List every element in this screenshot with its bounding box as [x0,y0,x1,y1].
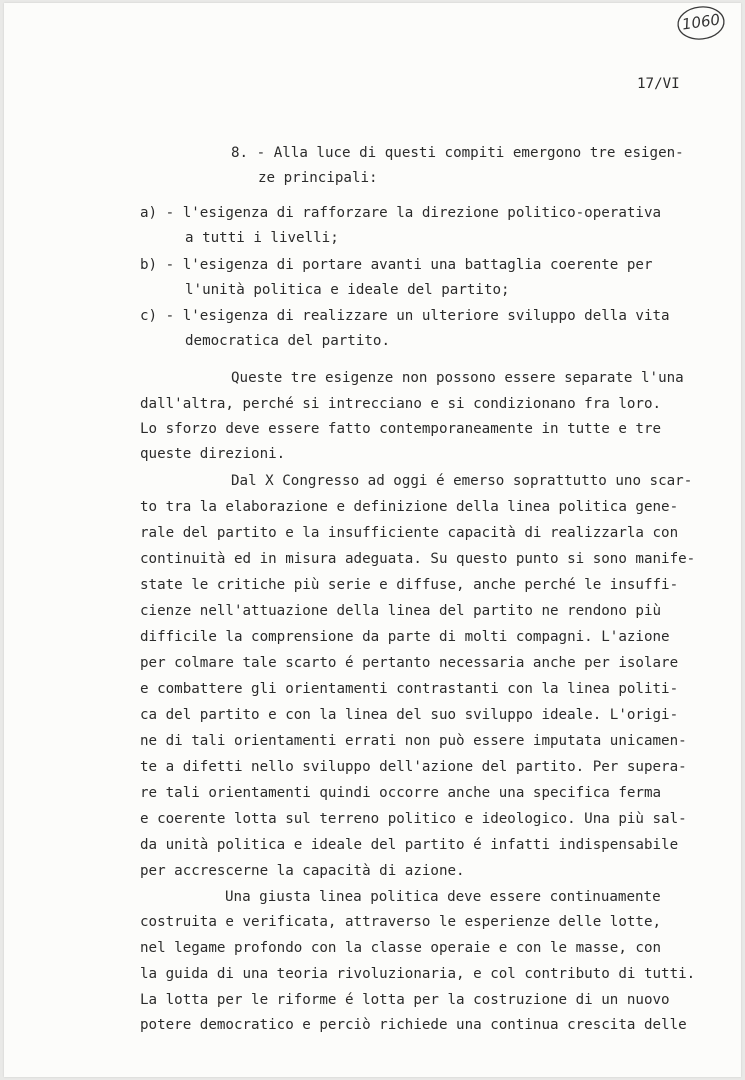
text-line: state le critiche più serie e diffuse, anche perché le insuffi- [140,577,679,593]
archive-stamp [675,4,727,42]
text-line: ne di tali orientamenti errati non può essere imputata unicamen- [140,733,687,749]
text-line: democratica del partito. [185,333,390,349]
text-line: b) - l'esigenza di portare avanti una battaglia coerente per [140,257,653,273]
text-line: 8. - Alla luce di questi compiti emergono tre esigen- [231,145,684,161]
text-line: per accrescerne la capacità di azione. [140,863,465,879]
text-line: la guida di una teoria rivoluzionaria, e col contributo di tutti. [140,966,696,982]
stamp-number: 1060 [680,10,722,34]
text-line: re tali orientamenti quindi occorre anche una specifica ferma [140,785,662,801]
text-line: da unità politica e ideale del partito é infatti indispensabile [140,837,679,853]
text-line: ze principali: [258,170,378,186]
text-line: e coerente lotta sul terreno politico e ideologico. Una più sal- [140,811,687,827]
text-line: La lotta per le riforme é lotta per la costruzione di un nuovo [140,992,670,1008]
text-line: continuità ed in misura adeguata. Su questo punto si sono manife- [140,551,696,567]
text-line: Una giusta linea politica deve essere continuamente [225,889,661,905]
text-line: potere democratico e perciò richiede una continua crescita delle [140,1017,687,1033]
text-line: per colmare tale scarto é pertanto necessaria anche per isolare [140,655,679,671]
text-line: e combattere gli orientamenti contrastanti con la linea politi- [140,681,679,697]
text-line: te a difetti nello sviluppo dell'azione del partito. Per supera- [140,759,687,775]
text-line: nel legame profondo con la classe operaie e con le masse, con [140,940,662,956]
text-line: c) - l'esigenza di realizzare un ulteriore sviluppo della vita [140,308,670,324]
text-line: Lo sforzo deve essere fatto contemporaneamente in tutte e tre [140,421,662,437]
text-line: Queste tre esigenze non possono essere separate l'una [231,370,684,386]
text-line: costruita e verificata, attraverso le esperienze delle lotte, [140,914,662,930]
text-line: l'unità politica e ideale del partito; [185,282,510,298]
text-line: a) - l'esigenza di rafforzare la direzione politico-operativa [140,205,662,221]
text-line: queste direzioni. [140,446,286,462]
text-line: difficile la comprensione da parte di molti compagni. L'azione [140,629,670,645]
text-line: rale del partito e la insufficiente capacità di realizzarla con [140,525,679,541]
text-line: Dal X Congresso ad oggi é emerso soprattutto uno scar- [231,473,693,489]
text-line: to tra la elaborazione e definizione della linea politica gene- [140,499,679,515]
text-line: dall'altra, perché si intrecciano e si condizionano fra loro. [140,396,662,412]
text-line: ca del partito e con la linea del suo sviluppo ideale. L'origi- [140,707,679,723]
text-line: cienze nell'attuazione della linea del partito ne rendono più [140,603,662,619]
text-line: a tutti i livelli; [185,230,339,246]
page-reference: 17/VI [637,76,680,92]
